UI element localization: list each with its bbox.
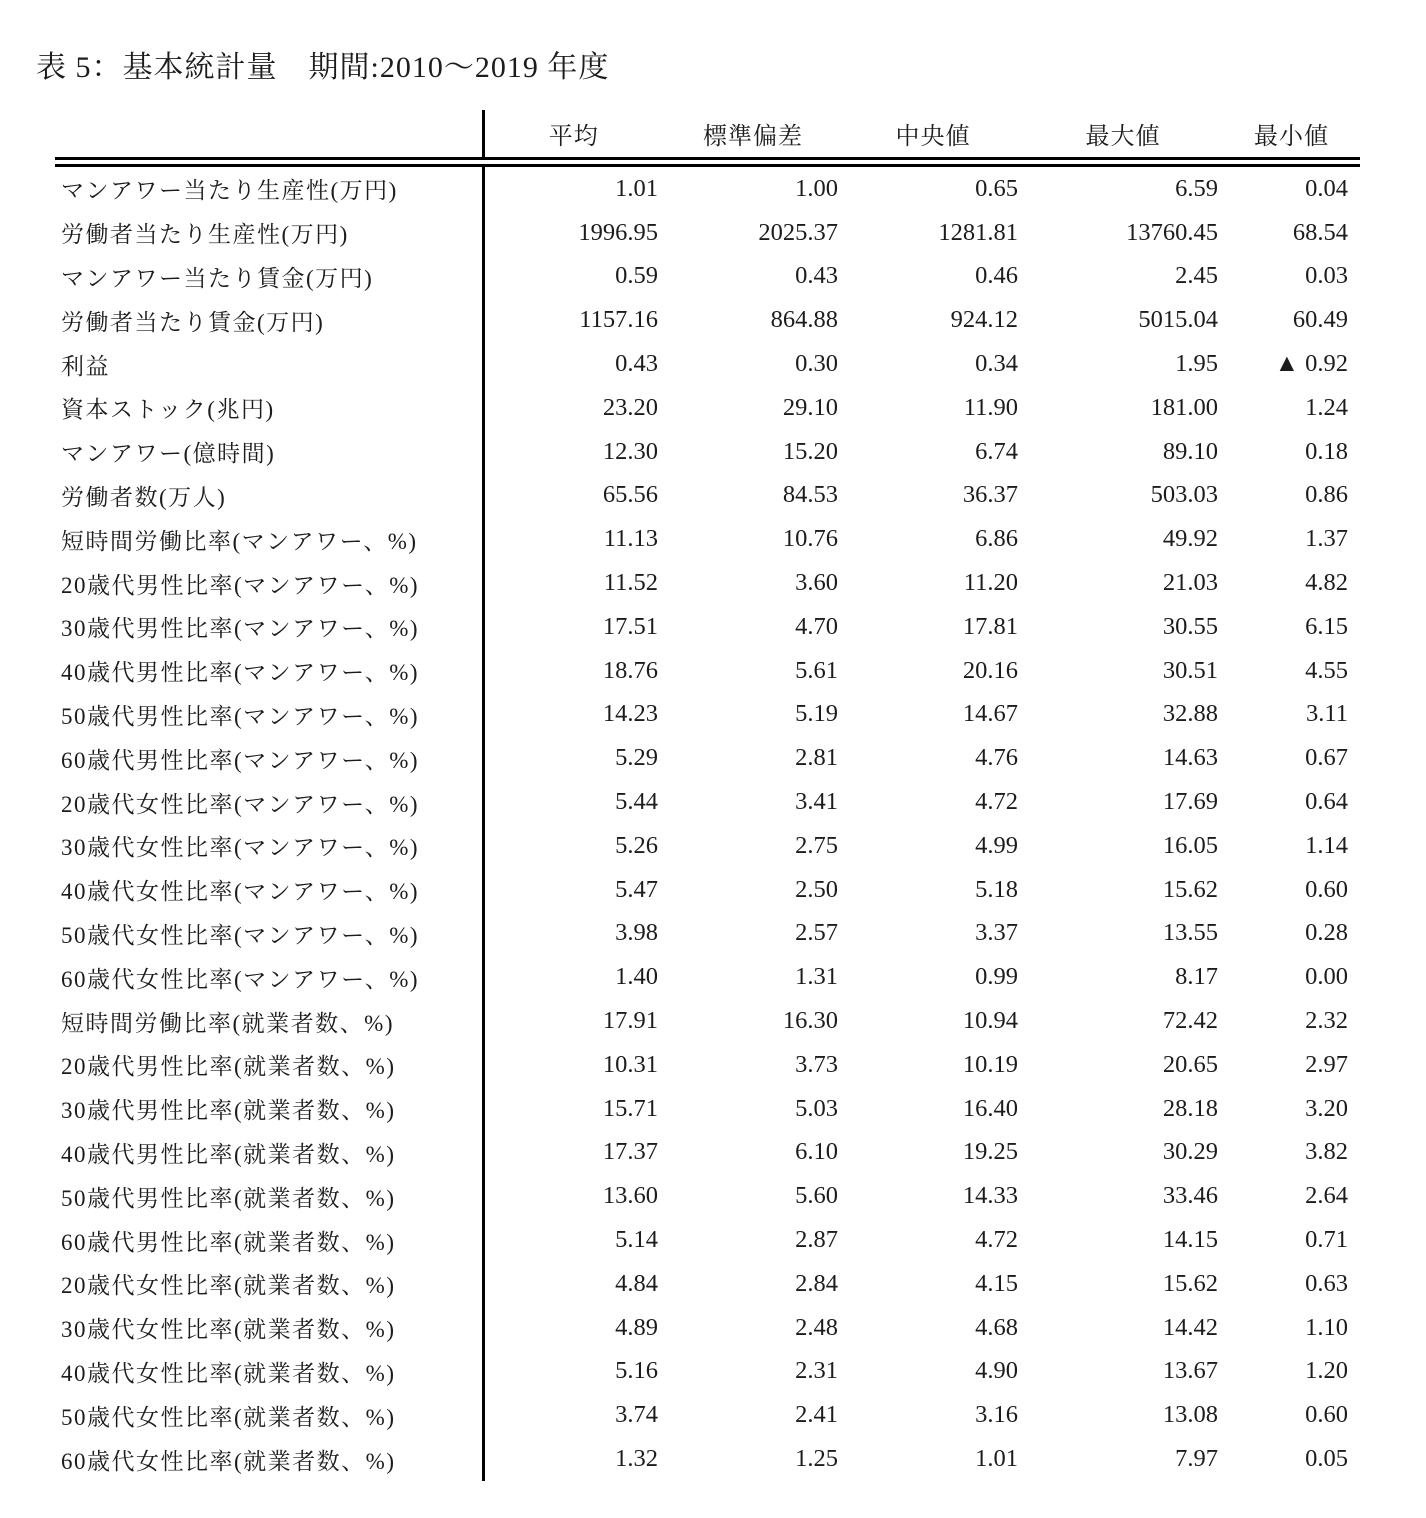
cell-value: 17.69	[1162, 788, 1218, 816]
row-label: 40歳代女性比率(マンアワー、%)	[55, 868, 483, 912]
cell-value: 17.91	[602, 1007, 658, 1035]
table-row	[55, 1087, 1360, 1131]
row-label: 50歳代男性比率(マンアワー、%)	[55, 693, 483, 737]
row-label: 30歳代女性比率(就業者数、%)	[55, 1306, 483, 1350]
row-label: 30歳代女性比率(マンアワー、%)	[55, 824, 483, 868]
table-row	[55, 255, 1360, 299]
table-row	[55, 162, 1360, 211]
table-header	[55, 110, 1360, 162]
cell-value: 13.55	[1162, 919, 1218, 947]
cell-value: 2.48	[795, 1313, 838, 1341]
cell-value: 17.37	[602, 1138, 658, 1166]
cell-value: 32.88	[1162, 700, 1218, 728]
statistics-table	[55, 110, 1360, 1481]
row-label: 50歳代女性比率(就業者数、%)	[55, 1393, 483, 1437]
row-label: 60歳代男性比率(就業者数、%)	[55, 1218, 483, 1262]
row-label: 50歳代女性比率(マンアワー、%)	[55, 912, 483, 956]
cell-value: 2.50	[795, 875, 838, 903]
cell-value: 65.56	[602, 481, 658, 509]
cell-value: 2.45	[1175, 262, 1218, 290]
cell-value: 13.67	[1162, 1357, 1218, 1385]
cell-value: 3.37	[975, 919, 1018, 947]
cell-value: 1.95	[1175, 350, 1218, 378]
table-row	[55, 736, 1360, 780]
cell-value: 1996.95	[578, 218, 658, 246]
cell-value: 5.26	[615, 831, 658, 859]
cell-value: 0.59	[615, 262, 658, 290]
cell-value: 4.72	[975, 1226, 1018, 1254]
cell-value: 0.04	[1305, 174, 1348, 202]
cell-value: 3.41	[795, 788, 838, 816]
cell-value: 2.64	[1305, 1182, 1348, 1210]
cell-value: 17.81	[962, 612, 1018, 640]
table-row	[55, 1218, 1360, 1262]
row-label: 利益	[55, 342, 483, 386]
cell-value: 4.84	[615, 1269, 658, 1297]
table-title: 表 5：基本統計量 期間:2010～2019 年度	[36, 51, 610, 84]
cell-value: 0.46	[975, 262, 1018, 290]
cell-value: 864.88	[770, 306, 838, 334]
table-row	[55, 517, 1360, 561]
cell-value: 5.61	[795, 656, 838, 684]
cell-value: 5.18	[975, 875, 1018, 903]
cell-value: 14.63	[1162, 744, 1218, 772]
cell-value: 30.29	[1162, 1138, 1218, 1166]
cell-value: 5.60	[795, 1182, 838, 1210]
cell-value: 10.76	[782, 525, 838, 553]
col-header-stddev: 標準偏差	[703, 124, 803, 150]
cell-value: 15.71	[602, 1094, 658, 1122]
cell-value: 7.97	[1175, 1445, 1218, 1472]
row-label: 労働者当たり賃金(万円)	[55, 298, 483, 342]
cell-value: 8.17	[1175, 963, 1218, 991]
cell-value: 6.15	[1305, 612, 1348, 640]
cell-value: 2.41	[795, 1401, 838, 1429]
table-row	[55, 342, 1360, 386]
cell-value: 3.74	[615, 1401, 658, 1429]
cell-value: 3.73	[795, 1050, 838, 1078]
table-row	[55, 868, 1360, 912]
cell-value: 181.00	[1150, 393, 1218, 421]
cell-value: 1281.81	[938, 218, 1018, 246]
row-label: マンアワー当たり賃金(万円)	[55, 255, 483, 299]
cell-value: 11.20	[963, 569, 1018, 597]
table-row	[55, 1350, 1360, 1394]
table-row	[55, 824, 1360, 868]
cell-value: 15.20	[782, 437, 838, 465]
cell-value: 4.99	[975, 831, 1018, 859]
cell-value: 5.16	[615, 1357, 658, 1385]
cell-value: 1.10	[1305, 1313, 1348, 1341]
cell-value: 2.75	[795, 831, 838, 859]
cell-value: 14.15	[1162, 1226, 1218, 1254]
cell-value: 924.12	[950, 306, 1018, 334]
cell-value: 0.03	[1305, 262, 1348, 290]
cell-value: 5015.04	[1138, 306, 1218, 334]
table-row	[55, 430, 1360, 474]
row-label: 労働者数(万人)	[55, 474, 483, 518]
cell-value: 4.89	[615, 1313, 658, 1341]
cell-value: 0.86	[1305, 481, 1348, 509]
cell-value: 21.03	[1162, 569, 1218, 597]
row-label: 短時間労働比率(就業者数、%)	[55, 999, 483, 1043]
cell-value: 84.53	[782, 481, 838, 509]
table-row	[55, 1306, 1360, 1350]
cell-value: 28.18	[1162, 1094, 1218, 1122]
col-header-min: 最小値	[1254, 124, 1329, 150]
row-label: マンアワー当たり生産性(万円)	[55, 162, 483, 211]
cell-value: 1.40	[615, 963, 658, 991]
cell-value: 3.20	[1305, 1094, 1348, 1122]
table-row	[55, 298, 1360, 342]
cell-value: 15.62	[1162, 1269, 1218, 1297]
cell-value: 5.03	[795, 1094, 838, 1122]
row-label-header-empty	[55, 110, 483, 162]
cell-value: 4.72	[975, 788, 1018, 816]
cell-value: 0.99	[975, 963, 1018, 991]
cell-value: 0.00	[1305, 963, 1348, 991]
cell-value: 18.76	[602, 656, 658, 684]
cell-value: 0.65	[975, 174, 1018, 202]
cell-value: 16.40	[962, 1094, 1018, 1122]
cell-value: 68.54	[1292, 218, 1348, 246]
row-label: 40歳代女性比率(就業者数、%)	[55, 1350, 483, 1394]
cell-value: 16.30	[782, 1007, 838, 1035]
cell-value: 6.74	[975, 437, 1018, 465]
cell-value: 14.42	[1162, 1313, 1218, 1341]
row-label: 20歳代女性比率(就業者数、%)	[55, 1262, 483, 1306]
table-row	[55, 1131, 1360, 1175]
cell-value: 4.76	[975, 744, 1018, 772]
cell-value: 10.19	[962, 1050, 1018, 1078]
cell-value: 4.55	[1305, 656, 1348, 684]
cell-value: 0.71	[1305, 1226, 1348, 1254]
cell-value: 5.44	[615, 788, 658, 816]
table-row	[55, 474, 1360, 518]
row-label: 60歳代女性比率(マンアワー、%)	[55, 955, 483, 999]
row-label: 20歳代男性比率(マンアワー、%)	[55, 561, 483, 605]
table-row	[55, 1393, 1360, 1437]
cell-value: ▲ 0.92	[1274, 350, 1348, 378]
row-label: 60歳代女性比率(就業者数、%)	[55, 1437, 483, 1481]
cell-value: 6.10	[795, 1138, 838, 1166]
cell-value: 3.82	[1305, 1138, 1348, 1166]
row-label: 40歳代男性比率(就業者数、%)	[55, 1131, 483, 1175]
cell-value: 6.86	[975, 525, 1018, 553]
col-header-max: 最大値	[1085, 124, 1161, 150]
cell-value: 0.43	[615, 350, 658, 378]
cell-value: 14.23	[602, 700, 658, 728]
cell-value: 3.60	[795, 569, 838, 597]
cell-value: 1.31	[795, 963, 838, 991]
cell-value: 4.82	[1305, 569, 1348, 597]
cell-value: 1.20	[1305, 1357, 1348, 1385]
cell-value: 10.94	[962, 1007, 1018, 1035]
table-row	[55, 693, 1360, 737]
cell-value: 4.90	[975, 1357, 1018, 1385]
table-row	[55, 211, 1360, 255]
cell-value: 2.57	[795, 919, 838, 947]
cell-value: 2.84	[795, 1269, 838, 1297]
cell-value: 30.51	[1162, 656, 1218, 684]
cell-value: 5.14	[615, 1226, 658, 1254]
cell-value: 4.68	[975, 1313, 1018, 1341]
cell-value: 23.20	[602, 393, 658, 421]
cell-value: 1.25	[795, 1445, 838, 1472]
col-header-mean: 平均	[548, 124, 599, 150]
cell-value: 2.32	[1305, 1007, 1348, 1035]
cell-value: 2025.37	[758, 218, 838, 246]
cell-value: 13760.45	[1126, 218, 1218, 246]
cell-value: 1.01	[975, 1445, 1018, 1472]
cell-value: 0.28	[1305, 919, 1348, 947]
row-label: 30歳代男性比率(就業者数、%)	[55, 1087, 483, 1131]
cell-value: 5.19	[795, 700, 838, 728]
cell-value: 2.87	[795, 1226, 838, 1254]
table-row	[55, 386, 1360, 430]
table-row	[55, 912, 1360, 956]
row-label: 資本ストック(兆円)	[55, 386, 483, 430]
cell-value: 89.10	[1162, 437, 1218, 465]
cell-value: 1.14	[1305, 831, 1348, 859]
cell-value: 0.60	[1305, 875, 1348, 903]
cell-value: 16.05	[1162, 831, 1218, 859]
cell-value: 20.16	[962, 656, 1018, 684]
table-row	[55, 1437, 1360, 1481]
header-row	[55, 110, 1360, 162]
cell-value: 0.43	[795, 262, 838, 290]
cell-value: 30.55	[1162, 612, 1218, 640]
cell-value: 1.32	[615, 1445, 658, 1472]
cell-value: 2.31	[795, 1357, 838, 1385]
row-label: 労働者当たり生産性(万円)	[55, 211, 483, 255]
table-row	[55, 1043, 1360, 1087]
table-row	[55, 649, 1360, 693]
row-label: 40歳代男性比率(マンアワー、%)	[55, 649, 483, 693]
cell-value: 20.65	[1162, 1050, 1218, 1078]
cell-value: 10.31	[602, 1050, 658, 1078]
cell-value: 1.01	[615, 174, 658, 202]
cell-value: 5.29	[615, 744, 658, 772]
table-body	[55, 162, 1360, 1481]
cell-value: 12.30	[602, 437, 658, 465]
cell-value: 2.81	[795, 744, 838, 772]
cell-value: 29.10	[782, 393, 838, 421]
cell-value: 19.25	[962, 1138, 1018, 1166]
cell-value: 1.37	[1305, 525, 1348, 553]
cell-value: 0.60	[1305, 1401, 1348, 1429]
table-row	[55, 780, 1360, 824]
cell-value: 3.11	[1306, 700, 1348, 728]
cell-value: 1157.16	[579, 306, 658, 334]
row-label: 30歳代男性比率(マンアワー、%)	[55, 605, 483, 649]
cell-value: 0.34	[975, 350, 1018, 378]
cell-value: 1.00	[795, 174, 838, 202]
cell-value: 17.51	[602, 612, 658, 640]
row-label: 短時間労働比率(マンアワー、%)	[55, 517, 483, 561]
cell-value: 33.46	[1162, 1182, 1218, 1210]
cell-value: 0.67	[1305, 744, 1348, 772]
row-label: 20歳代女性比率(マンアワー、%)	[55, 780, 483, 824]
cell-value: 0.18	[1305, 437, 1348, 465]
cell-value: 3.98	[615, 919, 658, 947]
cell-value: 6.59	[1175, 174, 1218, 202]
table-row	[55, 1262, 1360, 1306]
table-row	[55, 1174, 1360, 1218]
cell-value: 15.62	[1162, 875, 1218, 903]
cell-value: 503.03	[1150, 481, 1218, 509]
cell-value: 11.13	[603, 525, 658, 553]
cell-value: 5.47	[615, 875, 658, 903]
cell-value: 13.08	[1162, 1401, 1218, 1429]
cell-value: 3.16	[975, 1401, 1018, 1429]
row-label: マンアワー(億時間)	[55, 430, 483, 474]
table-row	[55, 999, 1360, 1043]
cell-value: 14.67	[962, 700, 1018, 728]
row-label: 60歳代男性比率(マンアワー、%)	[55, 736, 483, 780]
row-label: 50歳代男性比率(就業者数、%)	[55, 1174, 483, 1218]
cell-value: 0.64	[1305, 788, 1348, 816]
cell-value: 0.05	[1305, 1445, 1348, 1472]
table-row	[55, 561, 1360, 605]
cell-value: 4.70	[795, 612, 838, 640]
cell-value: 60.49	[1292, 306, 1348, 334]
cell-value: 2.97	[1305, 1050, 1348, 1078]
cell-value: 14.33	[962, 1182, 1018, 1210]
cell-value: 36.37	[962, 481, 1018, 509]
table-row	[55, 605, 1360, 649]
cell-value: 72.42	[1162, 1007, 1218, 1035]
cell-value: 13.60	[602, 1182, 658, 1210]
cell-value: 1.24	[1305, 393, 1348, 421]
cell-value: 11.52	[603, 569, 658, 597]
cell-value: 11.90	[963, 393, 1018, 421]
cell-value: 49.92	[1162, 525, 1218, 553]
col-header-median: 中央値	[895, 124, 971, 150]
cell-value: 0.30	[795, 350, 838, 378]
row-label: 20歳代男性比率(就業者数、%)	[55, 1043, 483, 1087]
table-row	[55, 955, 1360, 999]
cell-value: 4.15	[975, 1269, 1018, 1297]
cell-value: 0.63	[1305, 1269, 1348, 1297]
